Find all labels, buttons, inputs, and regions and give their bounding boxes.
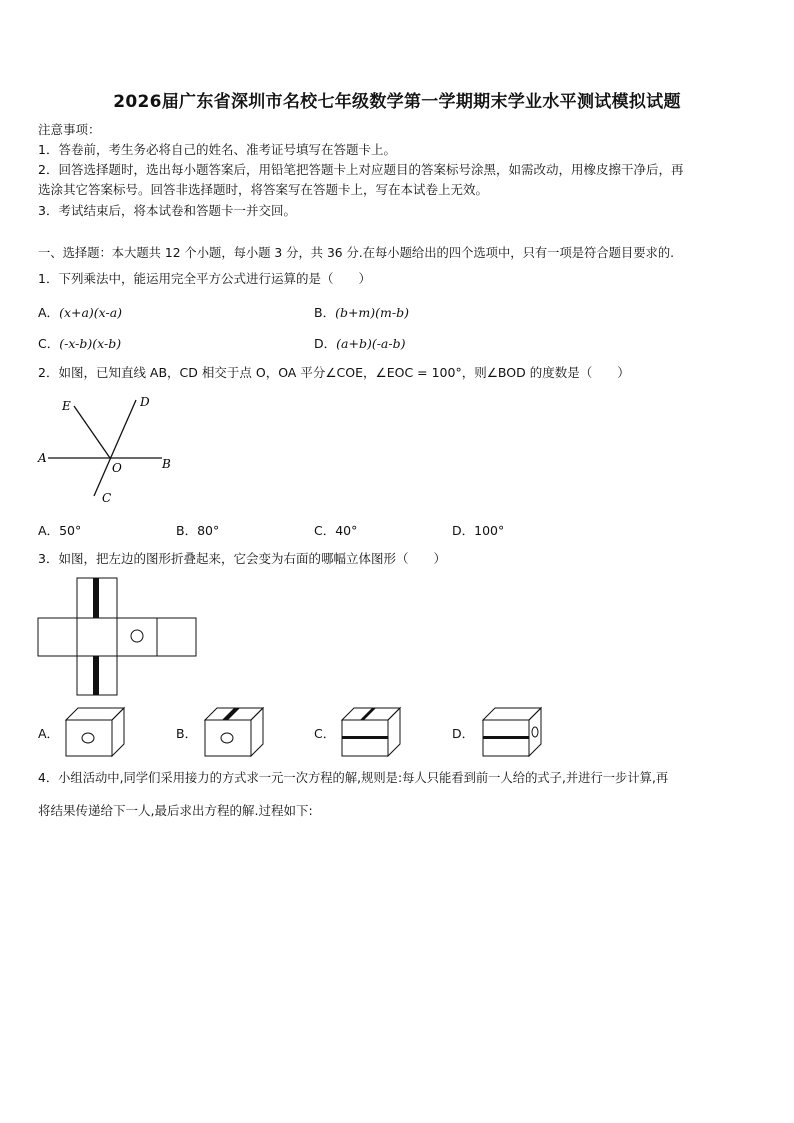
label-e: E [62, 399, 71, 413]
q2-option-b [176, 521, 219, 539]
q1-option-c-text: (-x-b)(x-b) [59, 336, 122, 351]
cube-option-b [203, 706, 265, 758]
label-c: C [102, 491, 112, 505]
cube-b-top-stripe [222, 708, 240, 720]
notice-item-1: 1．答卷前，考生务必将自己的姓名、准考证号填写在答题卡上。 [38, 142, 396, 157]
q2-option-c [314, 521, 357, 539]
q2-option-b-label: B． [176, 523, 198, 538]
cube-option-a [64, 706, 126, 758]
cube-a-front-face [66, 720, 112, 756]
q3-option-c-label: C． [314, 726, 336, 741]
cube-d-side-face [529, 708, 541, 756]
cube-option-c [340, 706, 402, 758]
q1-option-b-label: B． [314, 305, 336, 320]
q3-option-a-label: A． [38, 726, 60, 741]
net-face-circle [117, 618, 157, 656]
cube-a-circle [82, 733, 94, 743]
notice-item-2: 2．回答选择题时，选出每小题答案后，用铅笔把答题卡上对应题目的答案标号涂黑，如需改动，用橡皮擦干净后，再 [38, 162, 684, 177]
net-stripe-bottom [93, 656, 99, 695]
cube-d-top-face [483, 708, 541, 720]
q2-option-d [452, 521, 504, 539]
cube-c-front-stripe [342, 736, 388, 739]
q2-option-c-label: C． [314, 523, 336, 538]
cube-b-front-face [205, 720, 251, 756]
q1-option-c-label: C． [38, 336, 60, 351]
q2-option-c-text: 40° [335, 523, 358, 538]
net-face-right [157, 618, 196, 656]
q2-option-d-text: 100° [474, 523, 505, 538]
line-cd [94, 400, 136, 496]
cube-d-front-stripe [483, 736, 529, 739]
cube-b-circle [221, 733, 233, 743]
q1-option-c [38, 334, 121, 352]
net-circle [131, 630, 143, 642]
net-face-center [77, 618, 117, 656]
label-b: B [162, 457, 171, 471]
q4-line-1: 4．小组活动中,同学们采用接力的方式求一元一次方程的解,规则是:每人只能看到前一人给的式子,并进行一步计算,再 [38, 771, 669, 785]
cube-c-top-stripe [360, 708, 376, 720]
q2-stem: 2．如图，已知直线 AB，CD 相交于点 O，OA 平分∠COE，∠EOC = 100°，则∠BOD 的度数是（ ） [38, 365, 630, 380]
q3-stem: 3．如图，把左边的图形折叠起来，它会变为右面的哪幅立体图形（ ） [38, 551, 446, 566]
q3-option-b-label: B． [176, 726, 198, 741]
net-stripe-top [93, 578, 99, 618]
notice-item-3: 3．考试结束后，将本试卷和答题卡一并交回。 [38, 203, 296, 218]
q3-option-d-label: D． [452, 726, 475, 741]
section-heading: 一、选择题：本大题共 12 个小题，每小题 3 分，共 36 分.在每小题给出的四个选项中，只有一项是符合题目要求的. [38, 246, 675, 260]
q2-line-figure [36, 392, 186, 507]
q1-option-b [314, 303, 409, 321]
q4-line-2: 将结果传递给下一人,最后求出方程的解.过程如下: [38, 803, 313, 818]
q1-stem: 1．下列乘法中，能运用完全平方公式进行运算的是（ ） [38, 271, 371, 286]
q2-option-a-text: 50° [59, 523, 82, 538]
cube-net-figure [37, 577, 197, 697]
q2-option-a [38, 521, 81, 539]
cube-option-d [481, 706, 543, 758]
q2-option-a-label: A． [38, 523, 60, 538]
cube-b-side-face [251, 708, 263, 756]
q1-option-a [38, 303, 122, 321]
ray-oe [74, 406, 110, 458]
q1-option-d-label: D． [314, 336, 337, 351]
label-o: O [112, 461, 122, 475]
cube-c-side-face [388, 708, 400, 756]
net-face-left [38, 618, 77, 656]
q1-option-d [314, 334, 405, 352]
notice-heading: 注意事项： [38, 122, 101, 137]
q1-option-a-label: A． [38, 305, 60, 320]
label-d: D [140, 395, 150, 409]
page-title: 2026届广东省深圳市名校七年级数学第一学期期末学业水平测试模拟试题 [113, 92, 681, 112]
cube-d-circle [532, 727, 538, 737]
q1-option-a-text: (x+a)(x-a) [59, 305, 123, 320]
cube-a-top-face [66, 708, 124, 720]
label-a: A [38, 451, 47, 465]
q2-option-b-text: 80° [197, 523, 220, 538]
q1-option-b-text: (b+m)(m-b) [335, 305, 409, 320]
cube-a-side-face [112, 708, 124, 756]
q2-option-d-label: D． [452, 523, 475, 538]
notice-item-2-cont: 选涂其它答案标号。回答非选择题时，将答案写在答题卡上，写在本试卷上无效。 [38, 182, 489, 197]
q1-option-d-text: (a+b)(-a-b) [336, 336, 406, 351]
